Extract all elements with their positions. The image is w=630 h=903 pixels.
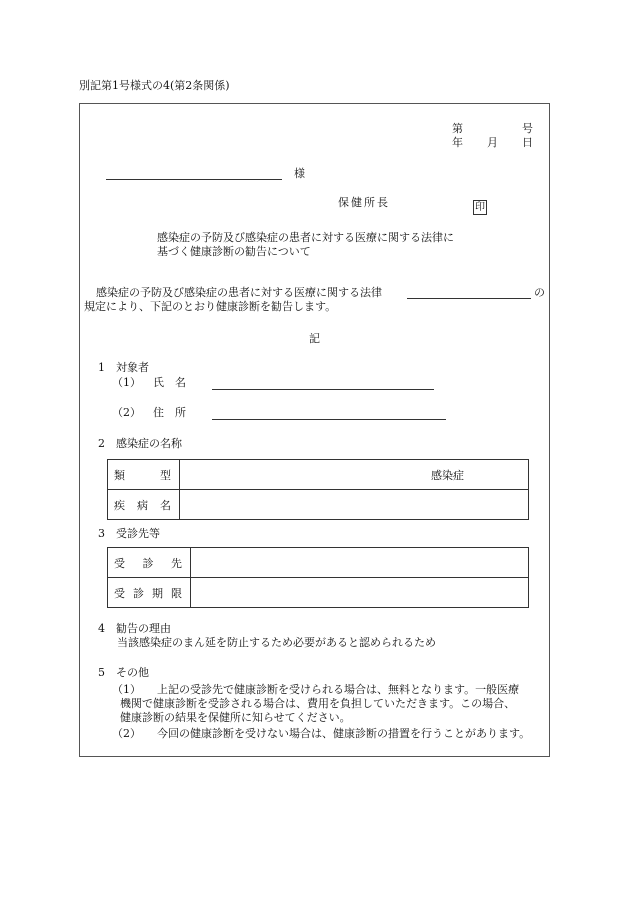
label-char: 名 — [160, 498, 171, 512]
intro-law-article-line — [407, 298, 531, 299]
intro-line1-suffix: の — [534, 286, 545, 299]
label-char: 診 — [142, 556, 154, 570]
section5-heading: 5 その他 — [98, 666, 149, 679]
seal-icon: 印 — [475, 202, 485, 213]
name-label: 氏 名 — [153, 376, 186, 389]
seal-mark — [473, 195, 487, 215]
table-row — [108, 460, 529, 490]
exam-deadline-label-cell — [108, 578, 191, 608]
address-line — [212, 419, 446, 420]
section3-heading: 3 受診先等 — [98, 527, 160, 540]
section1-item1-num: （1） — [112, 376, 141, 389]
label-char: 型 — [160, 468, 171, 482]
subject-line1: 感染症の予防及び感染症の患者に対する医療に関する法律に — [157, 231, 454, 244]
label-char: 診 — [133, 586, 144, 600]
table-row — [108, 490, 529, 520]
issuer-title: 保健所長 — [338, 196, 390, 209]
section5-item2-text: 今回の健康診断を受けない場合は、健康診断の措置を行うことがあります。 — [157, 727, 531, 740]
section1-item2-num: （2） — [112, 406, 141, 419]
intro-line2: 規定により、下記のとおり健康診断を勧告します。 — [84, 300, 337, 313]
label-char: 病 — [137, 498, 148, 512]
date-label-day: 日 — [522, 136, 533, 149]
section4-text: 当該感染症のまん延を防止するため必要があると認められるため — [117, 636, 436, 649]
disease-value-cell — [180, 490, 529, 520]
subject-line2: 基づく健康診断の勧告について — [157, 245, 311, 258]
section5-item1-line3: 健康診断の結果を保健所に知らせてください。 — [120, 711, 351, 724]
exam-place-label-cell — [108, 548, 191, 578]
table-row — [108, 578, 529, 608]
section5-item2-num: （2） — [112, 727, 141, 740]
section2-heading: 2 感染症の名称 — [98, 437, 182, 450]
label-char: 限 — [171, 586, 182, 600]
label-char: 受 — [114, 586, 125, 600]
section4-heading: 4 勧告の理由 — [98, 622, 171, 635]
type-value-cell: 感染症 — [180, 460, 529, 490]
addressee-suffix: 様 — [294, 167, 305, 180]
disease-name-table — [107, 459, 529, 520]
section5-item1-num: （1） — [112, 683, 141, 696]
number-label-dai: 第 — [452, 122, 463, 135]
label-char: 類 — [114, 468, 125, 482]
addressee-line — [106, 179, 282, 180]
section5-item1-line2: 機関で健康診断を受診される場合は、費用を負担していただきます。この場合、 — [120, 697, 516, 710]
label-char: 受 — [114, 556, 125, 570]
section1-heading: 1 対象者 — [98, 361, 149, 374]
section5-item1-line1: 上記の受診先で健康診断を受けられる場合は、無料となります。一般医療 — [157, 683, 520, 696]
date-label-month: 月 — [487, 136, 498, 149]
label-char: 疾 — [114, 498, 125, 512]
type-label-cell — [108, 460, 180, 490]
label-char: 期 — [152, 586, 163, 600]
number-label-go: 号 — [522, 122, 533, 135]
ki-heading: 記 — [309, 332, 320, 345]
disease-label-cell — [108, 490, 180, 520]
exam-deadline-value-cell — [191, 578, 529, 608]
date-label-year: 年 — [452, 136, 463, 149]
address-label: 住 所 — [153, 406, 186, 419]
label-char: 先 — [171, 556, 182, 570]
intro-line1: 感染症の予防及び感染症の患者に対する医療に関する法律 — [96, 286, 382, 299]
name-line — [212, 389, 434, 390]
exam-place-value-cell — [191, 548, 529, 578]
exam-destination-table — [107, 547, 529, 608]
table-row — [108, 548, 529, 578]
form-id-label: 別記第1号様式の4(第2条関係) — [79, 79, 230, 92]
